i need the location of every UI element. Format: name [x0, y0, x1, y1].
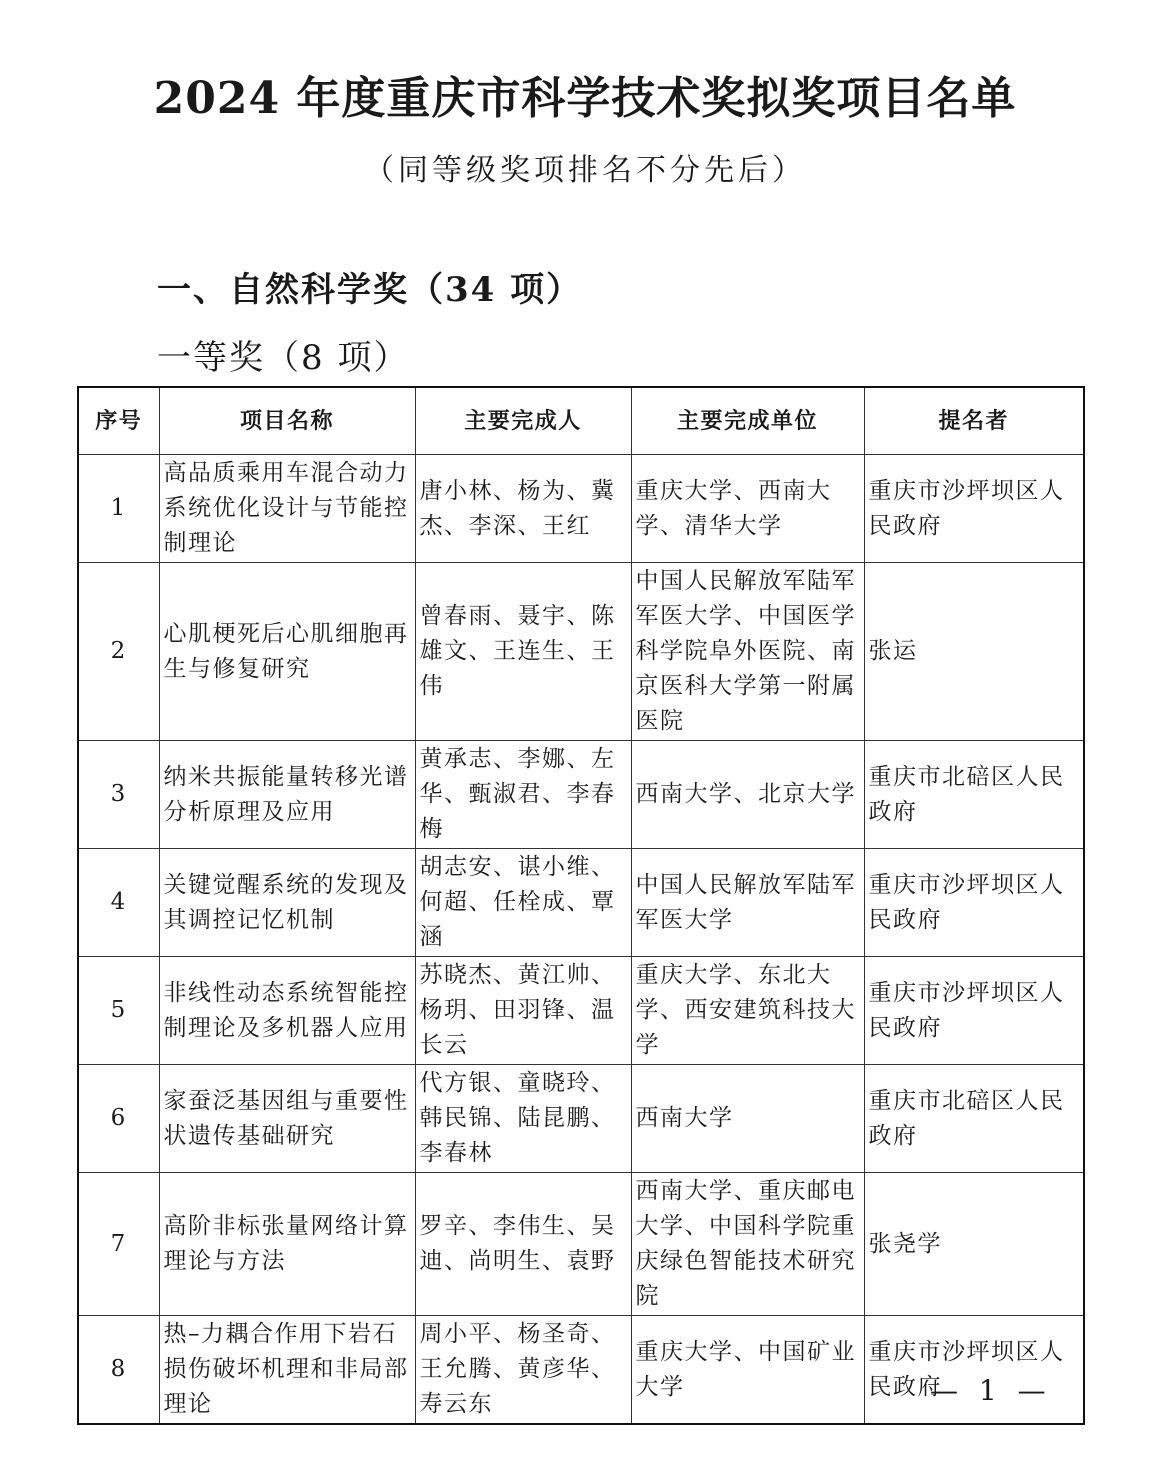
page-number: — 1 — [930, 1374, 1052, 1407]
table-row [78, 1065, 1084, 1173]
cell-people: 周小平、杨圣奇、王允腾、黄彦华、寿云东 [415, 1316, 631, 1425]
cell-project: 关键觉醒系统的发现及其调控记忆机制 [159, 849, 415, 957]
header-nominator: 提名者 [864, 387, 1084, 455]
cell-people: 曾春雨、聂宇、陈雄文、王连生、王伟 [415, 563, 631, 741]
cell-people: 黄承志、李娜、左华、甄淑君、李春梅 [415, 741, 631, 849]
cell-project: 高阶非标张量网络计算理论与方法 [159, 1173, 415, 1316]
cell-nominator: 重庆市沙坪坝区人民政府 [864, 1316, 1084, 1425]
cell-nominator: 张运 [864, 563, 1084, 741]
section-heading: 一、自然科学奖（34 项） [157, 270, 583, 310]
header-people: 主要完成人 [415, 387, 631, 455]
subsection-heading: 一等奖（8 项） [157, 338, 410, 378]
table-row [78, 1173, 1084, 1316]
cell-units: 重庆大学、中国矿业大学 [631, 1316, 864, 1425]
cell-nominator: 重庆市北碚区人民政府 [864, 1065, 1084, 1173]
cell-units: 西南大学 [631, 1065, 864, 1173]
award-table [77, 386, 1085, 1425]
cell-nominator: 重庆市沙坪坝区人民政府 [864, 455, 1084, 563]
cell-nominator: 重庆市沙坪坝区人民政府 [864, 849, 1084, 957]
cell-seq: 5 [78, 957, 159, 1065]
table-row [78, 849, 1084, 957]
cell-nominator: 重庆市沙坪坝区人民政府 [864, 957, 1084, 1065]
table-row [78, 455, 1084, 563]
cell-seq: 6 [78, 1065, 159, 1173]
cell-project: 高品质乘用车混合动力系统优化设计与节能控制理论 [159, 455, 415, 563]
cell-units: 西南大学、重庆邮电大学、中国科学院重庆绿色智能技术研究院 [631, 1173, 864, 1316]
cell-units: 中国人民解放军陆军军医大学、中国医学科学院阜外医院、南京医科大学第一附属医院 [631, 563, 864, 741]
table-header-row [78, 387, 1084, 455]
cell-units: 西南大学、北京大学 [631, 741, 864, 849]
cell-people: 唐小林、杨为、冀杰、李深、王红 [415, 455, 631, 563]
table-row [78, 563, 1084, 741]
cell-nominator: 重庆市北碚区人民政府 [864, 741, 1084, 849]
cell-seq: 2 [78, 563, 159, 741]
cell-project: 热–力耦合作用下岩石损伤破坏机理和非局部理论 [159, 1316, 415, 1425]
cell-units: 重庆大学、东北大学、西安建筑科技大学 [631, 957, 864, 1065]
cell-people: 罗辛、李伟生、吴迪、尚明生、袁野 [415, 1173, 631, 1316]
cell-project: 非线性动态系统智能控制理论及多机器人应用 [159, 957, 415, 1065]
cell-seq: 8 [78, 1316, 159, 1425]
header-seq: 序号 [78, 387, 159, 455]
header-units: 主要完成单位 [631, 387, 864, 455]
cell-nominator: 张尧学 [864, 1173, 1084, 1316]
cell-people: 代方银、童晓玲、韩民锦、陆昆鹏、李春林 [415, 1065, 631, 1173]
cell-project: 家蚕泛基因组与重要性状遗传基础研究 [159, 1065, 415, 1173]
cell-units: 中国人民解放军陆军军医大学 [631, 849, 864, 957]
table-row [78, 1316, 1084, 1425]
cell-seq: 4 [78, 849, 159, 957]
table-row [78, 957, 1084, 1065]
cell-people: 胡志安、谌小维、何超、任栓成、覃涵 [415, 849, 631, 957]
document-subtitle: （同等级奖项排名不分先后） [364, 153, 806, 188]
cell-project: 心肌梗死后心肌细胞再生与修复研究 [159, 563, 415, 741]
cell-seq: 3 [78, 741, 159, 849]
document-title: 2024 年度重庆市科学技术奖拟奖项目名单 [153, 73, 1017, 124]
cell-seq: 1 [78, 455, 159, 563]
cell-project: 纳米共振能量转移光谱分析原理及应用 [159, 741, 415, 849]
header-project: 项目名称 [159, 387, 415, 455]
table-row [78, 741, 1084, 849]
cell-people: 苏晓杰、黄江帅、杨玥、田羽锋、温长云 [415, 957, 631, 1065]
cell-seq: 7 [78, 1173, 159, 1316]
cell-units: 重庆大学、西南大学、清华大学 [631, 455, 864, 563]
